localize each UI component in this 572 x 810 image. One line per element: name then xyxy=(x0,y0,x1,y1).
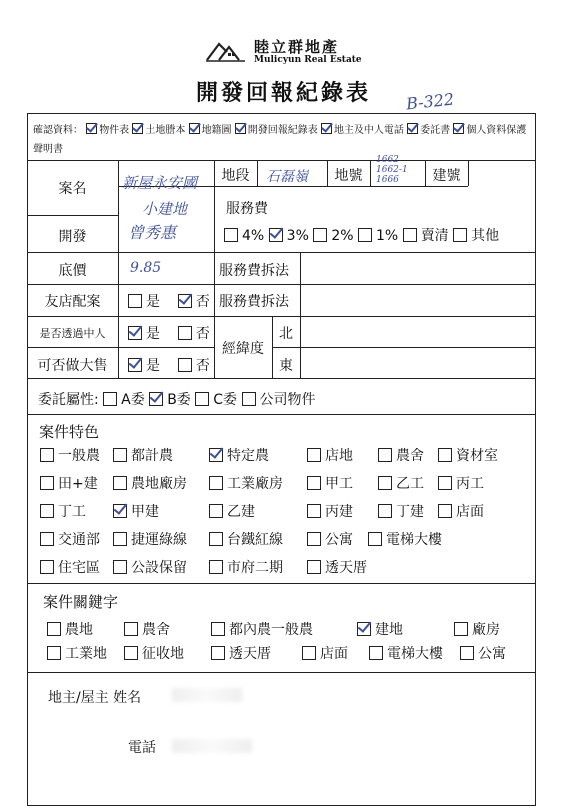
case-name-value-line2[interactable]: 小建地 xyxy=(142,200,188,218)
feature-item[interactable]: 特定農 xyxy=(209,445,269,465)
feature-item[interactable]: 透天厝 xyxy=(307,557,367,577)
confirm-item[interactable]: 個人資料保護聲明書 xyxy=(33,125,527,155)
checkbox-icon[interactable] xyxy=(132,123,143,134)
confirm-item[interactable]: 委託書 xyxy=(407,125,450,136)
divider xyxy=(27,160,536,161)
divider xyxy=(27,672,536,673)
keyword-item[interactable]: 建地 xyxy=(357,619,403,639)
case-name-value-line1[interactable]: 新屋永安國 xyxy=(122,174,198,192)
confirm-item[interactable]: 地籍圖 xyxy=(189,125,232,136)
case-code-handwritten: B-322 xyxy=(405,89,455,114)
features-title: 案件特色 xyxy=(39,423,100,441)
big-sale-label: 可否做大售 xyxy=(37,358,108,374)
keyword-item[interactable]: 征收地 xyxy=(124,643,184,663)
middleman-yes-option[interactable]: 是 xyxy=(128,326,160,342)
service-fee-option[interactable]: 2% xyxy=(313,228,353,244)
divider xyxy=(27,347,214,348)
feature-item[interactable]: 公寓 xyxy=(307,529,353,549)
divider xyxy=(118,160,119,378)
page-title: 開發回報紀錄表 xyxy=(196,81,372,106)
keyword-item[interactable]: 農地 xyxy=(47,619,93,639)
service-fee-options xyxy=(224,225,499,245)
checkbox-icon[interactable] xyxy=(235,123,246,134)
feature-item[interactable]: 市府二期 xyxy=(209,557,283,577)
feature-item[interactable]: 公設保留 xyxy=(113,557,187,577)
feature-item[interactable]: 都計農 xyxy=(113,445,173,465)
feature-item[interactable]: 丁建 xyxy=(378,501,424,521)
brand-name-english: Mulicyun Real Estate xyxy=(254,55,362,65)
checkbox-icon[interactable] xyxy=(407,123,418,134)
brand-name: 睦立群地產 xyxy=(254,38,340,56)
partner-no-option[interactable]: 否 xyxy=(178,294,210,310)
confirm-item[interactable]: 開發回報紀錄表 xyxy=(235,125,318,136)
lot-number-label: 地號 xyxy=(334,168,363,184)
land-section-value[interactable]: 石磊嶺 xyxy=(266,169,308,185)
feature-item[interactable]: 一般農 xyxy=(40,445,100,465)
owner-phone-label: 電話 xyxy=(128,740,156,756)
feature-item[interactable]: 捷運綠線 xyxy=(113,529,187,549)
developer-label: 開發 xyxy=(58,229,87,245)
keyword-item[interactable]: 店面 xyxy=(302,643,348,663)
owner-phone-redacted[interactable] xyxy=(172,739,252,753)
middleman-no-option[interactable]: 否 xyxy=(178,326,210,342)
coordinates-label: 經緯度 xyxy=(222,341,264,357)
divider xyxy=(27,316,536,317)
east-label: 東 xyxy=(279,358,293,374)
keyword-item[interactable]: 電梯大樓 xyxy=(369,643,443,663)
feature-item[interactable]: 乙建 xyxy=(209,501,255,521)
lot-number-value[interactable]: 1662 1662-1 1666 xyxy=(376,155,408,185)
feature-item[interactable]: 丁工 xyxy=(40,501,86,521)
building-number-label: 建號 xyxy=(432,168,461,184)
feature-item[interactable]: 台鐵紅線 xyxy=(209,529,283,549)
service-fee-option[interactable]: 其他 xyxy=(453,228,499,244)
divider xyxy=(27,583,536,584)
base-price-label: 底價 xyxy=(58,263,87,279)
entrust-option[interactable]: 公司物件 xyxy=(242,392,316,408)
feature-item[interactable]: 丙工 xyxy=(438,473,484,493)
divider xyxy=(257,160,258,186)
keyword-item[interactable]: 公寓 xyxy=(460,643,506,663)
feature-item[interactable]: 交通部 xyxy=(40,529,100,549)
checkbox-icon[interactable] xyxy=(189,123,200,134)
divider xyxy=(27,414,536,415)
confirm-item[interactable]: 物件表 xyxy=(86,125,129,136)
confirm-documents-row xyxy=(33,121,533,159)
middleman-options xyxy=(128,323,210,343)
feature-item[interactable]: 電梯大樓 xyxy=(368,529,442,549)
keywords-title: 案件關鍵字 xyxy=(43,593,119,611)
feature-item[interactable]: 農舍 xyxy=(378,445,424,465)
divider xyxy=(272,347,536,348)
owner-name-redacted[interactable] xyxy=(172,688,242,702)
checkbox-icon[interactable] xyxy=(321,123,332,134)
divider xyxy=(27,284,536,285)
feature-item[interactable]: 甲建 xyxy=(113,501,159,521)
north-label: 北 xyxy=(279,326,293,342)
entrust-option[interactable]: A委 xyxy=(103,392,145,408)
feature-item[interactable]: 丙建 xyxy=(307,501,353,521)
big-sale-no-option[interactable]: 否 xyxy=(178,358,210,374)
owner-name-label: 地主/屋主 姓名 xyxy=(48,690,142,706)
keyword-item[interactable]: 透天厝 xyxy=(211,643,271,663)
keyword-item[interactable]: 農舍 xyxy=(124,619,170,639)
feature-item[interactable]: 甲工 xyxy=(307,473,353,493)
feature-item[interactable]: 工業廠房 xyxy=(209,473,283,493)
feature-item[interactable]: 乙工 xyxy=(378,473,424,493)
entrust-option[interactable]: B委 xyxy=(149,392,191,408)
confirm-item[interactable]: 地主及中人電話 xyxy=(321,125,404,136)
divider xyxy=(27,378,536,379)
fee-split-label: 服務費拆法 xyxy=(219,263,289,279)
feature-item[interactable]: 店地 xyxy=(307,445,353,465)
land-section-label: 地段 xyxy=(221,168,250,184)
developer-value[interactable]: 曾秀惠 xyxy=(128,223,177,242)
checkbox-icon[interactable] xyxy=(453,123,464,134)
confirm-label: 確認資料： xyxy=(33,125,83,136)
divider xyxy=(370,160,371,186)
base-price-value[interactable]: 9.85 xyxy=(130,260,162,276)
entrust-row xyxy=(38,389,316,409)
divider xyxy=(300,316,301,378)
divider xyxy=(27,215,118,216)
feature-item[interactable]: 田+建 xyxy=(40,473,98,493)
service-fee-option[interactable]: 1% xyxy=(358,228,398,244)
service-fee-label: 服務費 xyxy=(226,201,268,217)
fee-split-label-2: 服務費拆法 xyxy=(219,294,289,310)
entrust-label: 委託屬性: xyxy=(38,392,99,408)
big-sale-yes-option[interactable]: 是 xyxy=(128,358,160,374)
big-sale-options xyxy=(128,355,210,375)
feature-item[interactable]: 農地廠房 xyxy=(113,473,187,493)
company-logo-icon xyxy=(205,38,247,62)
feature-item[interactable]: 店面 xyxy=(438,501,484,521)
divider xyxy=(468,160,469,186)
divider xyxy=(27,252,536,253)
checkbox-icon[interactable] xyxy=(86,123,97,134)
case-name-label: 案名 xyxy=(58,181,87,197)
entrust-option[interactable]: C委 xyxy=(195,392,237,408)
service-fee-option[interactable]: 3% xyxy=(269,228,309,244)
service-fee-option[interactable]: 賣清 xyxy=(403,228,449,244)
middleman-label: 是否透過中人 xyxy=(39,327,106,340)
divider xyxy=(300,252,301,316)
keyword-item[interactable]: 廠房 xyxy=(454,619,500,639)
confirm-item[interactable]: 土地謄本 xyxy=(132,125,185,136)
feature-item[interactable]: 資材室 xyxy=(438,445,498,465)
keyword-item[interactable]: 工業地 xyxy=(47,643,107,663)
partner-label: 友店配案 xyxy=(44,294,101,310)
partner-options xyxy=(128,291,210,311)
feature-item[interactable]: 住宅區 xyxy=(40,557,100,577)
keyword-item[interactable]: 都內農一般農 xyxy=(211,619,313,639)
service-fee-option[interactable]: 4% xyxy=(224,228,264,244)
partner-yes-option[interactable]: 是 xyxy=(128,294,160,310)
